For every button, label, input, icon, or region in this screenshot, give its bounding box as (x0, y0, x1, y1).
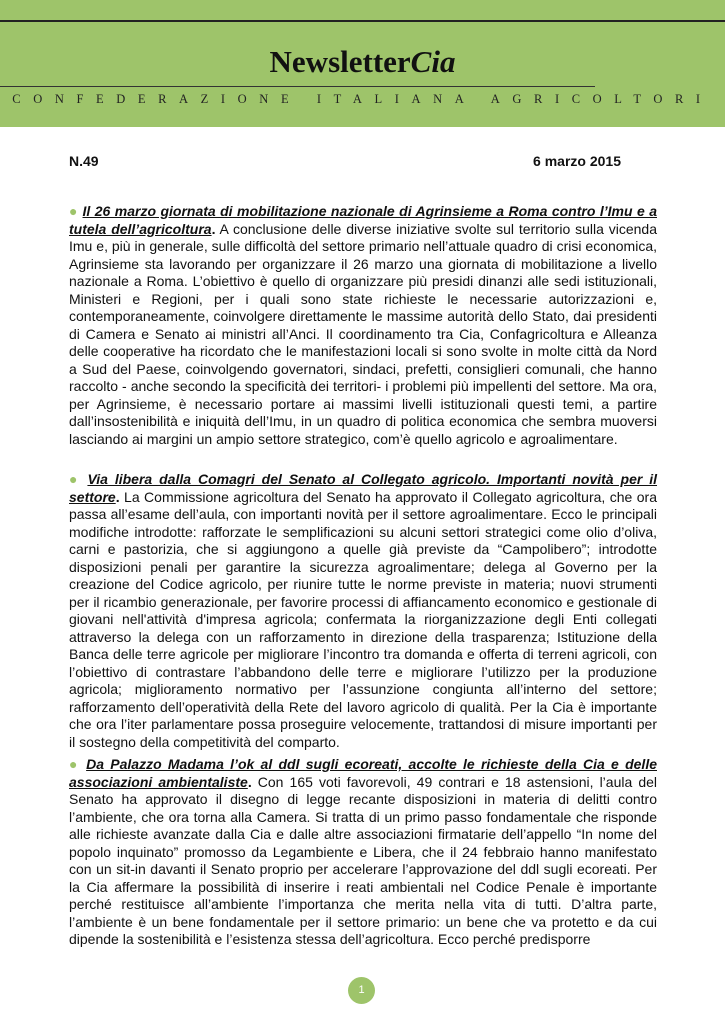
newsletter-title (0, 44, 725, 80)
article-body: Con 165 voti favorevoli, 49 contrari e 18 astensioni, l’aula del Senato ha approvato il disegno di legge recante disposizioni in materia di delitti contro l’ambiente, che ora torna alla Camera. Si tratta di un primo passo fondamentale che risponde alle richieste avanzate dalla Cia e dalle altre associazioni firmatarie dell’appello “In nome del popolo inquinato” promosso da Legambiente e Libera, che il 24 febbraio hanno manifestato con un sit-in davanti il Senato proprio per accelerare l’approvazione del ddl sugli ecoreati. Per la Cia affermare la possibilità di inserire i reati ambientali nel Codice Penale è importante perché restituisce all’ambiente l’importanza che merita nella vita di tutti. D’altra parte, l’ambiente è un bene fondamentale per il settore primario: un bene che va protetto e da cui dipende la sostenibilità e l’esistenza stessa dell’agricoltura. Ecco perché predisporre (69, 773, 658, 947)
title-main: Newsletter (269, 44, 411, 79)
issue-date: 6 marzo 2015 (533, 153, 621, 169)
article-ecoreati: ● Da Palazzo Madama l’ok al ddl sugli ecoreati, accolte le richieste della Cia e delle associazioni ambientaliste. Con 165 voti favorevoli, 49 contrari e 18 astensioni, l’aula del Senato ha approvato il disegno di legge recante disposizioni in materia di delitti contro l’ambiente, che ora torna alla Camera. Si tratta di un primo passo fondamentale che risponde alle richieste avanzate dalla Cia e dalle altre associazioni firmatarie dell’appello “In nome del popolo inquinato” promosso da Legambiente e Libera, che il 24 febbraio hanno manifestato con un sit-in davanti il Senato proprio per accelerare l’approvazione del ddl sugli ecoreati. Per la Cia affermare la possibilità di inserire i reati ambientali nel Codice Penale è importante perché restituisce all’ambiente l’importanza che merita nella vita di tutti. D’altra parte, l’ambiente è un bene fondamentale per il settore primario: un bene che va protetto e da cui dipende la sostenibilità e l’esistenza stessa dell’agricoltura. Ecco perché predisporre (69, 756, 658, 947)
article-collegato-agricolo: ● Via libera dalla Comagri del Senato al Collegato agricolo. Importanti novità per il settore. La Commissione agricoltura del Senato ha approvato il Collegato agricoltura, che ora passa all’esame dell’aula, con importanti novità per il settore agroalimentare. Ecco le principali modifiche introdotte: rafforzate le semplificazioni su alcuni settori strategici come olio d’oliva, carni e pastorizia, che si aggiungono a quelle già previste da “Campolibero”; introdotte disposizioni penali per garantire la sicurezza agroalimentare; delega al Governo per la creazione del Codice agricolo, per riunire tutte le norme previste in materia; nuovi strumenti per il ricambio generazionale, per favorire processi di affiancamento economico e gestionale di giovani nell'attività d'impresa agricola; confermata la riorganizzazione degli Enti collegati attraverso la delega con un rafforzamento in direzione della trasparenza; Istituzione della Banca delle terre agricole per migliorare l’incontro tra domanda e offerta di terreni agricoli, con l’obiettivo di contrastare l’abbandono delle terre e migliorare l’utilizzo per la produzione agricola; miglioramento normativo per l’assunzione congiunta all’interno del settore; rafforzamento dell’operatività della Rete del lavoro agricolo di qualità. Per la Cia è importante che ora l’iter parlamentare possa proseguire velocemente, trattandosi di misure importanti per il sostegno della competitività del comparto. (69, 471, 658, 750)
header-divider (0, 86, 595, 87)
bullet-icon: ● (69, 756, 80, 772)
article-headline: Da Palazzo Madama l’ok al ddl sugli ecoreati, accolte le richieste della Cia e delle associazioni ambientaliste (69, 756, 657, 790)
bullet-icon: ● (69, 471, 81, 487)
page-number-badge: 1 (348, 977, 375, 1004)
article-body: La Commissione agricoltura del Senato ha approvato il Collegato agricoltura, che ora passa all’esame dell’aula, con importanti novità per il settore agroalimentare. Ecco le principali modifiche introdotte: rafforzate le semplificazioni su alcuni settori strategici come olio d’oliva, carni e pastorizia, che si aggiungono a quelle già previste da “Campolibero”; introdotte disposizioni penali per garantire la sicurezza agroalimentare; delega al Governo per la creazione del Codice agricolo, per riunire tutte le norme previste in materia; nuovi strumenti per il ricambio generazionale, per favorire processi di affiancamento economico e gestionale di giovani nell'attività d'impresa agricola; confermata la riorganizzazione degli Enti collegati attraverso la delega con un rafforzamento in direzione della trasparenza; Istituzione della Banca delle terre agricole per migliorare l’incontro tra domanda e offerta di terreni agricoli, con l’obiettivo di contrastare l’abbandono delle terre e migliorare l’utilizzo per la produzione agricola; miglioramento normativo per l’assunzione congiunta all’interno del settore; rafforzamento dell’operatività della Rete del lavoro agricolo di qualità. Per la Cia è importante che ora l’iter parlamentare possa proseguire velocemente, trattandosi di misure importanti per il sostegno della competitività del comparto. (69, 488, 657, 750)
title-italic: Cia (410, 44, 456, 79)
newsletter-subtitle: CONFEDERAZIONE ITALIANA AGRICOLTORI (12, 92, 713, 106)
article-imu-mobilitazione: ● Il 26 marzo giornata di mobilitazione nazionale di Agrinsieme a Roma contro l’Imu e a tutela dell’agricoltura. A conclusione delle diverse iniziative svolte sul territorio sulla vicenda Imu e, più in generale, sulle difficoltà del settore primario nell’attuale quadro di crisi economica, Agrinsieme sta lavorando per organizzare il 26 marzo una giornata di mobilitazione a livello nazionale a Roma. L’obiettivo è quello di organizzare più presidi dinanzi alle sedi istituzionali, Ministeri e Regioni, per i quali sono state richieste le necessarie autorizzazioni e, contemporaneamente, coinvolgere direttamente le massime autorità dello Stato, dai presidenti di Camera e Senato ai ministri all’Anci. Il coordinamento tra Cia, Confagricoltura e Alleanza delle cooperative ha ricordato che le manifestazioni locali si sono svolte in molte città da Nord a Sud del Paese, coinvolgendo governatori, sindaci, prefetti, consiglieri comunali, che hanno raccolto - anche secondo la specificità dei territori- i problemi più impellenti del settore. Ma ora, per Agrinsieme, è necessario portare ai massimi livelli istituzionali questi temi, a partire dall’insostenibilità e iniquità dell’Imu, in un quadro di politica economica che sembra muoversi lasciando ai margini un ampio settore strategico, com’è quello agricolo e agroalimentare. (69, 203, 657, 447)
article-body: A conclusione delle diverse iniziative svolte sul territorio sulla vicenda Imu e, più in generale, sulle difficoltà del settore primario nell’attuale quadro di crisi economica, Agrinsieme sta lavorando per organizzare il 26 marzo una giornata di mobilitazione a livello nazionale a Roma. L’obiettivo è quello di organizzare più presidi dinanzi alle sedi istituzionali, Ministeri e Regioni, per i quali sono state richieste le necessarie autorizzazioni e, contemporaneamente, coinvolgere direttamente le massime autorità dello Stato, dai presidenti di Camera e Senato ai ministri all’Anci. Il coordinamento tra Cia, Confagricoltura e Alleanza delle cooperative ha ricordato che le manifestazioni locali si sono svolte in molte città da Nord a Sud del Paese, coinvolgendo governatori, sindaci, prefetti, consiglieri comunali, che hanno raccolto - anche secondo la specificità dei territori- i problemi più impellenti del settore. Ma ora, per Agrinsieme, è necessario portare ai massimi livelli istituzionali questi temi, a partire dall’insostenibilità e iniquità dell’Imu, in un quadro di politica economica che sembra muoversi lasciando ai margini un ampio settore strategico, com’è quello agricolo e agroalimentare. (69, 220, 657, 447)
newsletter-header (0, 0, 725, 127)
bullet-icon: ● (69, 203, 79, 219)
article-headline: Via libera dalla Comagri del Senato al Collegato agricolo. Importanti novità per il settore (69, 471, 658, 505)
header-top-rule (0, 20, 725, 22)
article-headline: Il 26 marzo giornata di mobilitazione nazionale di Agrinsieme a Roma contro l’Imu e a tutela dell’agricoltura (69, 203, 657, 237)
issue-number: N.49 (69, 153, 99, 169)
